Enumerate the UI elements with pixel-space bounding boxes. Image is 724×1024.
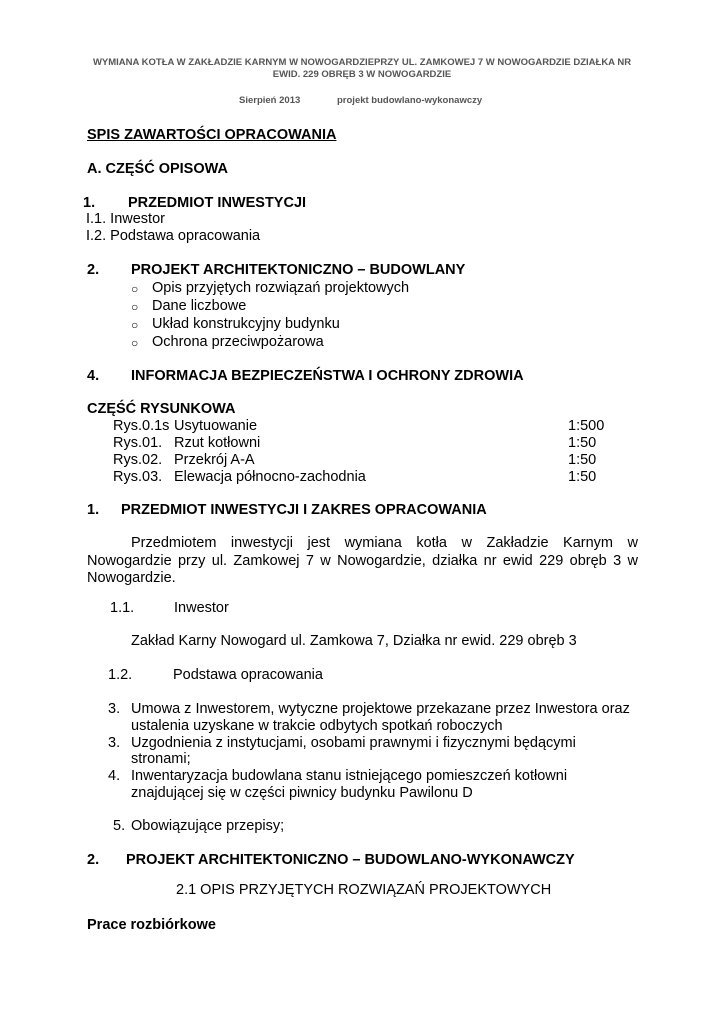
section2-number: 2. xyxy=(87,852,100,868)
bullet-icon: ○ xyxy=(131,336,139,350)
subsection-1-2-title: Podstawa opracowania xyxy=(173,667,323,683)
toc-s2-number: 2. xyxy=(87,262,100,278)
bullet-icon: ○ xyxy=(131,318,139,332)
basis-item-line1: Obowiązujące przepisy; xyxy=(131,818,285,834)
toc-s4-number: 4. xyxy=(87,368,100,384)
toc-s1-number: 1. xyxy=(83,195,96,211)
basis-item-number: 3. xyxy=(108,735,121,751)
basis-item-number: 4. xyxy=(108,768,121,784)
toc-s1-item-investor: I.1. Inwestor xyxy=(86,211,165,227)
drawing-scale: 1:50 xyxy=(568,452,597,468)
bullet-icon: ○ xyxy=(131,282,139,296)
basis-item-line2: ustalenia uzyskane w trakcie odbytych spotkań roboczych xyxy=(131,718,503,734)
basis-item-line2: znajdującej się w części piwnicy budynku Pawilonu D xyxy=(131,785,473,801)
toc-s4-title: INFORMACJA BEZPIECZEŃSTWA I OCHRONY ZDROWIA xyxy=(131,368,524,384)
toc-part-a: A. CZĘŚĆ OPISOWA xyxy=(87,161,228,177)
document-header-line1: WYMIANA KOTŁA W ZAKŁADZIE KARNYM W NOWOGARDZIEPRZY UL. ZAMKOWEJ 7 W NOWOGARDZIE DZIAŁKA NR xyxy=(92,57,632,68)
basis-item-line1: Umowa z Inwestorem, wytyczne projektowe przekazane przez Inwestora oraz xyxy=(131,701,630,717)
investor-text: Zakład Karny Nowogard ul. Zamkowa 7, Działka nr ewid. 229 obręb 3 xyxy=(131,633,577,649)
drawing-code: Rys.01. xyxy=(113,435,163,451)
drawing-scale: 1:50 xyxy=(568,469,597,485)
drawing-name: Usytuowanie xyxy=(174,418,258,434)
section1-intro-line3: Nowogardzie. xyxy=(87,570,176,586)
toc-title: SPIS ZAWARTOŚCI OPRACOWANIA xyxy=(87,127,337,143)
basis-item-line2: stronami; xyxy=(131,751,191,767)
basis-item-number: 5. xyxy=(113,818,126,834)
basis-item-number: 3. xyxy=(108,701,121,717)
subsection-1-1-number: 1.1. xyxy=(110,600,135,616)
toc-s1-item-basis: I.2. Podstawa opracowania xyxy=(86,228,261,244)
section1-title: PRZEDMIOT INWESTYCJI I ZAKRES OPRACOWANIA xyxy=(121,502,487,518)
bullet-icon: ○ xyxy=(131,300,139,314)
drawing-name: Przekrój A-A xyxy=(174,452,255,468)
drawing-code: Rys.0.1s xyxy=(113,418,170,434)
drawing-name: Elewacja północno-zachodnia xyxy=(174,469,366,485)
document-header-line2: EWID. 229 OBRĘB 3 W NOWOGARDZIE xyxy=(272,69,452,80)
toc-s1-title: PRZEDMIOT INWESTYCJI xyxy=(128,195,307,211)
toc-s2-item: Układ konstrukcyjny budynku xyxy=(152,316,340,332)
drawing-code: Rys.03. xyxy=(113,469,163,485)
section2-subtitle: 2.1 OPIS PRZYJĘTYCH ROZWIĄZAŃ PROJEKTOWYCH xyxy=(176,882,552,898)
toc-drawings-title: CZĘŚĆ RYSUNKOWA xyxy=(87,401,236,417)
header-project-type: projekt budowlano-wykonawczy xyxy=(337,95,483,106)
header-date: Sierpień 2013 xyxy=(239,95,301,106)
basis-item-line1: Inwentaryzacja budowlana stanu istniejącego pomieszczeń kotłowni xyxy=(131,768,568,784)
toc-s2-item: Ochrona przeciwpożarowa xyxy=(152,334,324,350)
drawing-scale: 1:500 xyxy=(568,418,605,434)
subsection-1-2-number: 1.2. xyxy=(108,667,133,683)
toc-s2-item: Opis przyjętych rozwiązań projektowych xyxy=(152,280,410,296)
drawing-name: Rzut kotłowni xyxy=(174,435,261,451)
subsection-1-1-title: Inwestor xyxy=(174,600,229,616)
section1-number: 1. xyxy=(87,502,100,518)
drawing-code: Rys.02. xyxy=(113,452,163,468)
toc-s2-title: PROJEKT ARCHITEKTONICZNO – BUDOWLANY xyxy=(131,262,466,278)
section2-title: PROJEKT ARCHITEKTONICZNO – BUDOWLANO-WYKONAWCZY xyxy=(126,852,575,868)
drawing-scale: 1:50 xyxy=(568,435,597,451)
toc-s2-item: Dane liczbowe xyxy=(152,298,247,314)
basis-item-line1: Uzgodnienia z instytucjami, osobami prawnymi i fizycznymi będącymi xyxy=(131,735,576,751)
section1-intro-line1: Przedmiotem inwestycji jest wymiana kotła w Zakładzie Karnym w xyxy=(131,535,638,551)
demolition-heading: Prace rozbiórkowe xyxy=(87,917,216,933)
section1-intro-line2: Nowogardzie przy ul. Zamkowej 7 w Nowogardzie, działka nr ewid 229 obręb 3 w xyxy=(87,553,638,569)
